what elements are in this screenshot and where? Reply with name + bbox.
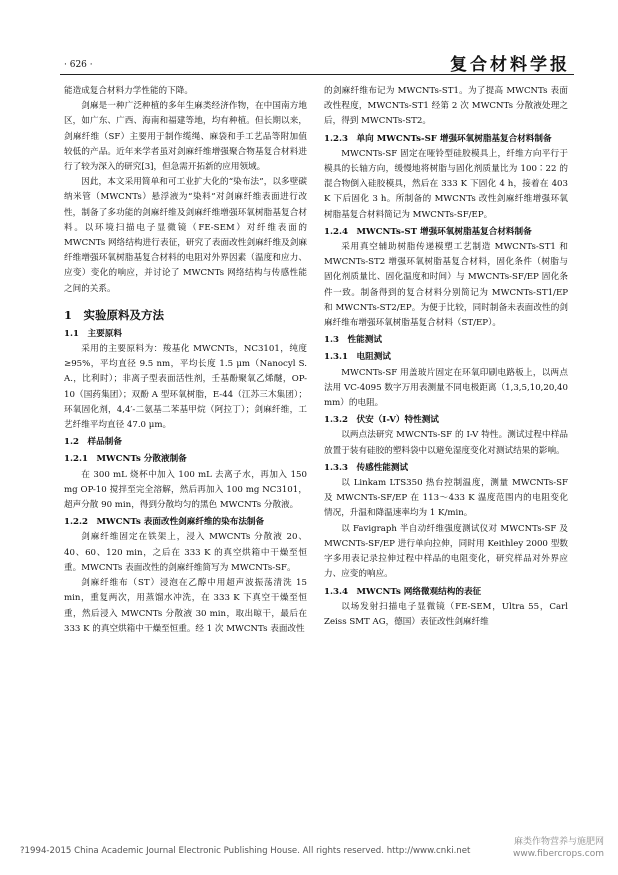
section-1-2-2-heading: 1.2.2 MWCNTs 表面改性剑麻纤维的染布法制备: [64, 517, 265, 528]
section-1-3-2-text: 以两点法研究 MWCNTs-SF 的 I-V 特性。测试过程中样品放置于装有硅胶的塑料袋中以避免湿度变化对测试结果的影响。: [324, 430, 568, 456]
continued-paragraph: 的剑麻纤维布记为 MWCNTs-ST1。为了提高 MWCNTs 表面改性程度，MWCNTs-ST1 经第 2 次 MWCNTs 分散液处理之后，得到 MWCNTs-ST2。: [324, 86, 568, 127]
section-1-1-heading: 1.1 主要原料: [64, 328, 122, 339]
section-1-3-1-text: MWCNTs-SF 用盖玻片固定在环氧印刷电路板上，以两点法用 VC-4095 数字万用表测量不同电极距离（1,3,5,10,20,40 mm）的电阻。: [324, 367, 568, 409]
section-1-3-1-heading: 1.3.1 电阻测试: [324, 352, 391, 363]
left-column: [64, 84, 307, 637]
section-1-2-4-heading: 1.2.4 MWCNTs-ST 增强环氧树脂基复合材料制备: [324, 226, 532, 237]
watermark-line-1: 麻类作物营养与施肥网: [513, 837, 604, 847]
section-1-3-4-text: 以场发射扫描电子显微镜（FE-SEM，Ultra 55，Carl Zeiss SMT AG，德国）表征改性剑麻纤维: [324, 601, 568, 627]
section-1-2-1-text: 在 300 mL 烧杯中加入 100 mL 去离子水，再加入 150 mg OP-10 搅拌至完全溶解，然后再加入 100 mg NC3101，超声分散 90 min，得到分散均匀的黑色 MWCNTs 分散液。: [64, 469, 307, 511]
intro-paragraph-2: 剑麻是一种广泛种植的多年生麻类经济作物，在中国南方地区，如广东、广西、海南和福建等地，均有种植。但长期以来，剑麻纤维（SF）主要用于制作缆绳、麻袋和手工艺品等附加值较低的产品。近年来学者虽对剑麻纤维增强聚合物基复合材料进行了较为深入的研究[3]，但急需开拓新的应用领域。: [64, 101, 307, 173]
page-number: · 626 ·: [64, 60, 93, 70]
section-1-2-2-paragraph-1: 剑麻纤维固定在铁架上，浸入 MWCNTs 分散液 20、40、60、120 min，之后在 333 K 的真空烘箱中干燥至恒重。MWCNTs 表面改性的剑麻纤维简写为 MWCNTs-SF。: [64, 532, 307, 573]
section-1-3-4-heading: 1.3.4 MWCNTs 网络微观结构的表征: [324, 586, 482, 597]
watermark-line-2: www.fibercrops.com: [513, 849, 604, 859]
section-1-2-4-text: 采用真空辅助树脂传递模塑工艺制造 MWCNTs-ST1 和 MWCNTs-ST2 增强环氧树脂基复合材料，固化条件（树脂与固化剂质量比、固化温度和时间）与 MWCNTs-SF/EP 固化条件一致。制备得到的复合材料分别简记为 MWCNTs-ST1/EP 和 MWCNTs-ST2/EP。为便于比较，同时制备未表面改性的剑麻纤维布增强环氧树脂基复合材料（ST/EP）。: [324, 242, 568, 329]
section-1-2-heading: 1.2 样品制备: [64, 437, 122, 448]
section-1-3-heading: 1.3 性能测试: [324, 335, 382, 346]
copyright-footer: ?1994-2015 China Academic Journal Electronic Publishing House. All rights reserved. http://www.cnki.net: [20, 846, 471, 856]
section-1-1-text: 采用的主要原料为：羧基化 MWCNTs，NC3101，纯度≥95%，平均直径 9.5 nm，平均长度 1.5 μm（Nanocyl S. A.，比利时）；非离子型表面活性剂，壬基酚聚氧乙烯醚，OP-10（国药集团）；双酚 A 型环氧树脂，E-44（江苏三木集团）；环氧固化剂，4,4′-二氨基二苯基甲烷（阿拉丁）；剑麻纤维，工艺纤维平均直径 47.0 μm。: [64, 344, 307, 431]
section-1-2-3-heading: 1.2.3 单向 MWCNTs-SF 增强环氧树脂基复合材料制备: [324, 133, 552, 144]
section-1-3-3-heading: 1.3.3 传感性能测试: [324, 462, 409, 473]
section-1-heading: 1 实验原料及方法: [64, 307, 165, 322]
watermark: [513, 836, 604, 860]
section-1-2-2-paragraph-2: 剑麻纤维布（ST）浸泡在乙醇中用超声波振荡清洗 15 min，重复两次，用蒸馏水冲洗，在 333 K 下真空干燥至恒重，然后浸入 MWCNTs 分散液 30 min，取出晾干，最后在 333 K 的真空烘箱中干燥至恒重。经 1 次 MWCNTs 表面改性: [64, 578, 307, 634]
section-1-3-3-paragraph-1: 以 Linkam LTS350 热台控制温度，测量 MWCNTs-SF 及 MWCNTs-SF/EP 在 113～433 K 温度范围内的电阻变化情况，升温和降温速率均为 1 K/min。: [324, 478, 568, 519]
section-1-3-3-paragraph-2: 以 Favigraph 半自动纤维强度测试仪对 MWCNTs-SF 及 MWCNTs-SF/EP 进行单向拉伸，同时用 Keithley 2000 型数字多用表记录拉伸过程中样品的电阻变化，研究样品对外界应力、应变的响应。: [324, 523, 568, 580]
intro-paragraph-tail: 能造成复合材料力学性能的下降。: [64, 86, 193, 96]
journal-title: 复合材料学报: [450, 55, 570, 75]
section-1-2-3-text: MWCNTs-SF 固定在哑铃型硅胶模具上，纤维方向平行于模具的长轴方向，缓慢地将树脂与固化剂质量比为 100∶22 的混合物倒入硅胶模具，然后在 333 K 下固化 4 h，接着在 403 K 下后固化 3 h。所制备的 MWCNTs 改性剑麻纤维增强环氧树脂基复合材料简记为 MWCNTs-SF/EP。: [324, 148, 568, 220]
right-column: [324, 84, 568, 630]
section-1-2-1-heading: 1.2.1 MWCNTs 分散液制备: [64, 454, 187, 465]
section-1-3-2-heading: 1.3.2 伏安（I-V）特性测试: [324, 415, 439, 426]
header-rule: [60, 74, 574, 75]
intro-paragraph-3: 因此，本文采用简单和可工业扩大化的“染布法”，以多壁碳纳米管（MWCNTs）悬浮液为“染料”对剑麻纤维表面进行改性，制备了多功能的剑麻纤维及剑麻纤维增强环氧树脂基复合材料。以环境扫描电子显微镜（FE-SEM）对纤维表面的 MWCNTs 网络结构进行表征，研究了表面改性剑麻纤维及剑麻纤维增强环氧树脂基复合材料的电阻对外界因素（温度和应力、应变）变化的响应，并讨论了 MWCNTs 网络结构与传感性能之间的关系。: [64, 177, 307, 294]
